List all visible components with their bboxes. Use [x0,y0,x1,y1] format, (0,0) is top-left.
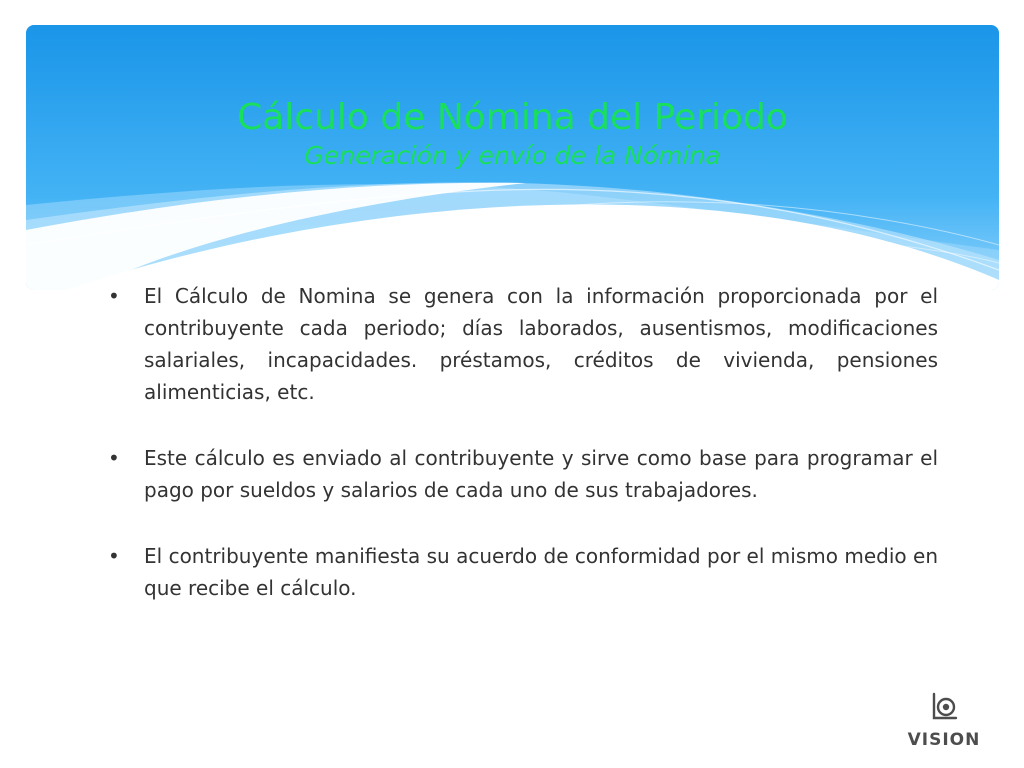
bullet-item [108,540,938,604]
bullet-text: Este cálculo es enviado al contribuyente y sirve como base para programar el pago por sueldos y salarios de cada uno de sus trabajadores. [144,446,938,502]
bullet-icon: • [108,544,120,568]
bullet-item [108,280,938,408]
title-block [26,95,999,171]
vision-logo [898,690,990,750]
bullet-text: El Cálculo de Nomina se genera con la información proporcionada por el contribuyente cada periodo; días laborados, ausentismos, modificaciones salariales, incapacidades. préstamos, créditos de vivienda, pensiones alimenticias, etc. [144,284,938,404]
bullet-text: El contribuyente manifiesta su acuerdo de conformidad por el mismo medio en que recibe el cálculo. [144,544,938,600]
bullet-icon: • [108,446,120,470]
bullet-icon: • [108,284,120,308]
vision-logo-graphic [898,690,990,750]
bullet-item [108,442,938,506]
logo-text: VISION [907,730,981,750]
slide-subtitle: Generación y envío de la Nómina [304,141,721,170]
slide-title: Cálculo de Nómina del Periodo [237,97,788,138]
bullet-list [108,280,938,638]
